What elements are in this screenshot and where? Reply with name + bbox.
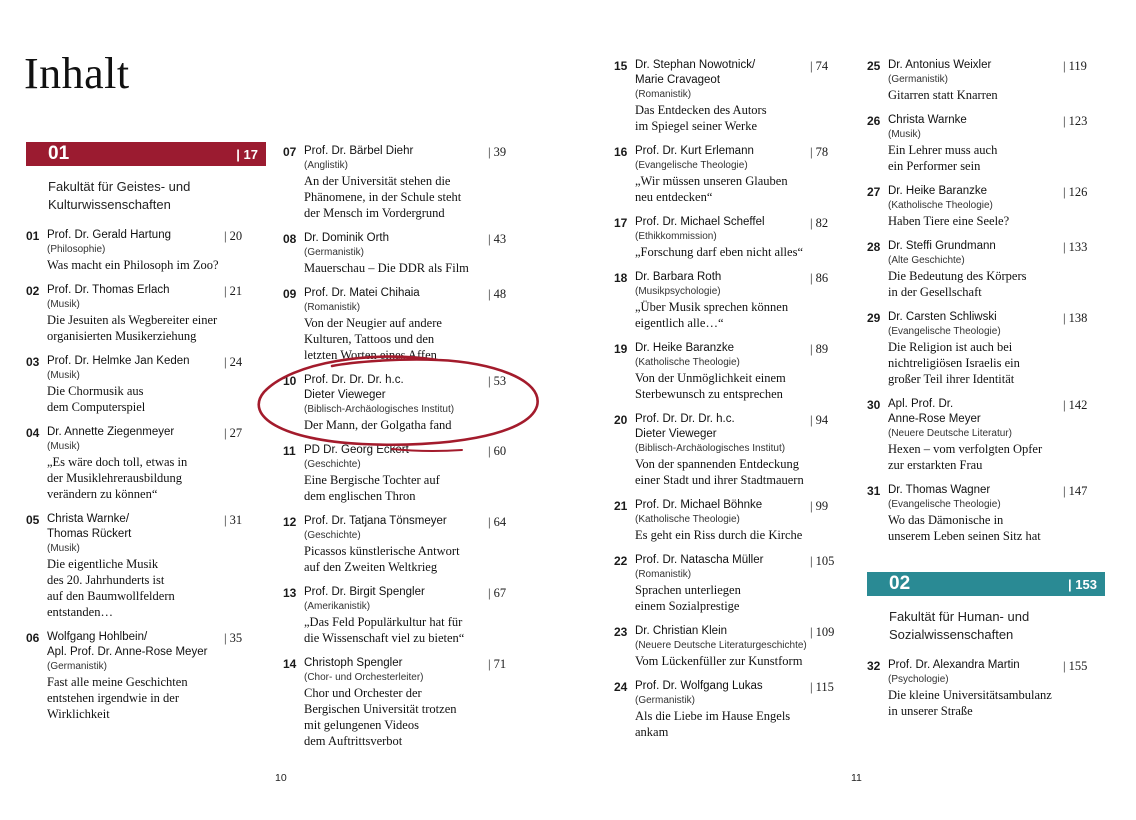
article-title: Vom Lückenfüller zur Kunstform (635, 654, 803, 668)
entry-number: 04 (26, 426, 40, 440)
author-department: (Chor- und Orchesterleiter) (304, 672, 424, 683)
author-department: (Biblisch-Archäologisches Institut) (635, 443, 786, 454)
author-department: (Geschichte) (304, 459, 361, 470)
toc-entry (26, 354, 266, 415)
section-number: 02 (889, 573, 911, 594)
toc-entry (614, 498, 852, 543)
article-title: Eine Bergische Tochter auf dem englischen Thron (304, 473, 440, 503)
entry-number: 28 (867, 240, 881, 254)
author-department: (Evangelische Theologie) (888, 326, 1001, 337)
toc-entry (26, 283, 266, 344)
section-page: | 17 (236, 146, 258, 162)
author-department: (Musik) (47, 543, 80, 554)
entry-body (635, 270, 810, 331)
entry-page: | 82 (810, 216, 829, 230)
author-name: Prof. Dr. Dr. Dr. h.c. Dieter Vieweger (304, 374, 404, 401)
entry-number: 09 (283, 287, 297, 301)
article-title: Was macht ein Philosoph im Zoo? (47, 258, 219, 272)
entry-number: 22 (614, 554, 628, 568)
entry-page: | 20 (224, 229, 243, 243)
entry-page: | 24 (224, 355, 243, 369)
entry-number: 17 (614, 216, 628, 230)
entry-number: 21 (614, 499, 628, 513)
author-name: Prof. Dr. Thomas Erlach (47, 284, 170, 296)
article-title: Der Mann, der Golgatha fand (304, 418, 452, 432)
article-title: Die Chormusik aus dem Computerspiel (47, 384, 146, 414)
author-name: Dr. Annette Ziegenmeyer (47, 426, 175, 438)
toc-entry (867, 113, 1105, 174)
entry-number: 08 (283, 232, 297, 246)
entry-number: 23 (614, 625, 628, 639)
entry-page: | 31 (224, 513, 243, 527)
author-name: PD Dr. Georg Eckert (304, 444, 409, 456)
entry-body (888, 184, 1063, 229)
entry-page: | 53 (488, 374, 507, 388)
entry-page: | 78 (810, 145, 829, 159)
author-name: Prof. Dr. Wolfgang Lukas (635, 680, 763, 692)
annotation-circle (252, 352, 542, 462)
author-name: Christoph Spengler (304, 657, 403, 669)
article-title: „Über Musik sprechen können eigentlich alle…“ (635, 300, 789, 330)
article-title: Picassos künstlerische Antwort auf den Zweiten Weltkrieg (304, 544, 460, 574)
article-title: Von der spannenden Entdeckung einer Stadt und ihrer Stadtmauern (635, 457, 804, 487)
author-name: Dr. Carsten Schliwski (888, 311, 997, 323)
toc-entry (614, 412, 852, 488)
article-title: Haben Tiere eine Seele? (888, 214, 1010, 228)
entry-number: 11 (283, 444, 296, 458)
article-title: Ein Lehrer muss auch ein Performer sein (888, 143, 998, 173)
entry-number: 05 (26, 513, 40, 527)
entry-page: | 94 (810, 413, 829, 427)
entry-number: 30 (867, 398, 881, 412)
toc-entry (614, 215, 852, 260)
entry-body (304, 231, 488, 276)
article-title: Als die Liebe im Hause Engels ankam (635, 709, 791, 739)
toc-entry (26, 630, 266, 722)
author-name: Prof. Dr. Bärbel Diehr (304, 145, 414, 157)
article-title: Hexen – vom verfolgten Opfer zur erstarkten Frau (888, 442, 1043, 472)
entry-number: 02 (26, 284, 40, 298)
author-name: Prof. Dr. Michael Böhnke (635, 499, 763, 511)
entry-page: | 138 (1063, 311, 1088, 325)
author-name: Apl. Prof. Dr. Anne-Rose Meyer (888, 398, 981, 425)
author-name: Christa Warnke (888, 114, 967, 126)
faculty-name: Fakultät für Geistes- und Kulturwissenschaften (48, 179, 191, 212)
entry-number: 13 (283, 586, 297, 600)
toc-entry (867, 239, 1105, 300)
author-name: Dr. Heike Baranzke (635, 342, 735, 354)
toc-entry (867, 310, 1105, 387)
entry-page: | 67 (488, 586, 507, 600)
toc-entry (614, 144, 852, 205)
entry-page: | 64 (488, 515, 507, 529)
toc-entry (614, 341, 852, 402)
author-department: (Germanistik) (635, 695, 696, 706)
toc-entry (614, 553, 852, 614)
author-name: Prof. Dr. Natascha Müller (635, 554, 764, 566)
toc-entry (867, 483, 1105, 544)
entry-body (304, 656, 488, 749)
entry-body (635, 553, 810, 614)
author-department: (Anglistik) (304, 160, 348, 171)
author-department: (Musikpsychologie) (635, 286, 721, 297)
author-department: (Evangelische Theologie) (888, 499, 1001, 510)
entry-number: 10 (283, 374, 297, 388)
entry-page: | 21 (224, 284, 243, 298)
page-number-right: 11 (851, 772, 862, 784)
toc-entry (283, 231, 530, 276)
author-name: Prof. Dr. Matei Chihaia (304, 287, 420, 299)
article-title: „Wir müssen unseren Glauben neu entdecken“ (635, 174, 788, 204)
author-name: Prof. Dr. Birgit Spengler (304, 586, 425, 598)
entry-page: | 115 (810, 680, 834, 694)
entry-number: 14 (283, 657, 297, 671)
entry-number: 25 (867, 59, 881, 73)
article-title: „Es wäre doch toll, etwas in der Musiklehrerausbildung verändern zu können“ (47, 455, 188, 501)
entry-body (635, 412, 810, 488)
toc-entry (26, 512, 266, 620)
author-name: Dr. Stephan Nowotnick/ Marie Cravageot (635, 59, 756, 86)
entry-number: 15 (614, 59, 628, 73)
author-name: Dr. Thomas Wagner (888, 484, 991, 496)
entry-page: | 60 (488, 444, 507, 458)
entry-page: | 74 (810, 59, 829, 73)
author-department: (Neuere Deutsche Literatur) (888, 428, 1012, 439)
section-bar-02 (867, 572, 1105, 596)
entry-page: | 86 (810, 271, 829, 285)
entry-number: 26 (867, 114, 881, 128)
entry-body (888, 58, 1063, 103)
article-title: Das Entdecken des Autors im Spiegel seiner Werke (635, 103, 767, 133)
toc-entry (26, 228, 266, 273)
page-title: Inhalt (24, 49, 130, 98)
article-title: Sprachen unterliegen einem Sozialprestige (635, 583, 741, 613)
entry-number: 18 (614, 271, 628, 285)
entry-page: | 99 (810, 499, 829, 513)
entry-body (47, 512, 224, 620)
author-name: Wolfgang Hohlbein/ Apl. Prof. Dr. Anne-Rose Meyer (47, 631, 208, 658)
author-department: (Romanistik) (635, 89, 692, 100)
entry-body (635, 58, 810, 134)
toc-entry (283, 514, 530, 575)
author-name: Dr. Dominik Orth (304, 232, 389, 244)
author-department: (Musik) (47, 441, 80, 452)
toc-column-1 (26, 142, 266, 722)
section-bar-01 (26, 142, 266, 166)
entry-body (304, 144, 488, 221)
author-department: (Biblisch-Archäologisches Institut) (304, 404, 455, 415)
entry-body (888, 310, 1063, 387)
entry-body (635, 624, 810, 669)
entry-body (888, 113, 1063, 174)
author-department: (Katholische Theologie) (635, 514, 740, 525)
toc-entry (283, 656, 530, 749)
toc-entry (867, 184, 1105, 229)
article-title: An der Universität stehen die Phänomene, in der Schule steht der Mensch im Vordergrund (304, 174, 462, 220)
faculty-name: Fakultät für Human- und Sozialwissenschaften (889, 609, 1030, 642)
entry-page: | 89 (810, 342, 829, 356)
entry-body (304, 514, 488, 575)
author-name: Prof. Dr. Alexandra Martin (888, 659, 1020, 671)
article-title: Fast alle meine Geschichten entstehen irgendwie in der Wirklichkeit (47, 675, 188, 721)
entry-body (47, 630, 224, 722)
entry-page: | 126 (1063, 185, 1088, 199)
toc-entry (614, 624, 852, 669)
author-name: Dr. Heike Baranzke (888, 185, 988, 197)
entry-number: 27 (867, 185, 881, 199)
entry-body (47, 354, 224, 415)
article-title: Chor und Orchester der Bergischen Universität trotzen mit gelungenen Videos dem Auftrittsverbot (304, 686, 457, 748)
entry-page: | 133 (1063, 240, 1088, 254)
entry-page: | 39 (488, 145, 507, 159)
author-name: Dr. Antonius Weixler (888, 59, 992, 71)
entry-number: 29 (867, 311, 881, 325)
entry-page: | 147 (1063, 484, 1088, 498)
entry-body (47, 228, 224, 273)
toc-entry (614, 58, 852, 134)
author-name: Dr. Barbara Roth (635, 271, 722, 283)
article-title: Von der Neugier auf andere Kulturen, Tattoos und den letzten Worten eines Affen (304, 316, 442, 362)
entry-body (304, 585, 488, 646)
author-department: (Philosophie) (47, 244, 106, 255)
author-department: (Amerikanistik) (304, 601, 371, 612)
author-name: Prof. Dr. Kurt Erlemann (635, 145, 754, 157)
author-department: (Ethikkommission) (635, 231, 717, 242)
author-name: Dr. Steffi Grundmann (888, 240, 996, 252)
toc-entry (614, 270, 852, 331)
toc-entry (867, 658, 1105, 719)
article-title: Die kleine Universitätsambulanz in unserer Straße (888, 688, 1052, 718)
entry-number: 31 (867, 484, 881, 498)
author-department: (Romanistik) (635, 569, 692, 580)
author-name: Prof. Dr. Gerald Hartung (47, 229, 171, 241)
author-department: (Katholische Theologie) (888, 200, 993, 211)
author-department: (Musik) (47, 299, 80, 310)
entry-body (635, 341, 810, 402)
article-title: Gitarren statt Knarren (888, 88, 998, 102)
author-name: Dr. Christian Klein (635, 625, 728, 637)
author-department: (Geschichte) (304, 530, 361, 541)
author-department: (Neuere Deutsche Literaturgeschichte) (635, 640, 807, 651)
article-title: Die eigentliche Musik des 20. Jahrhunderts ist auf den Baumwollfeldern entstanden… (47, 557, 175, 619)
author-department: (Evangelische Theologie) (635, 160, 748, 171)
article-title: „Das Feld Populärkultur hat für die Wissenschaft viel zu bieten“ (304, 615, 465, 645)
entry-body (635, 215, 810, 260)
author-department: (Musik) (888, 129, 921, 140)
entry-page: | 48 (488, 287, 507, 301)
author-name: Prof. Dr. Michael Scheffel (635, 216, 765, 228)
article-title: Mauerschau – Die DDR als Film (304, 261, 469, 275)
entry-page: | 109 (810, 625, 835, 639)
article-title: Die Bedeutung des Körpers in der Gesellschaft (888, 269, 1027, 299)
entry-number: 16 (614, 145, 628, 159)
author-department: (Romanistik) (304, 302, 361, 313)
author-name: Christa Warnke/ Thomas Rückert (47, 513, 132, 540)
entry-body (47, 425, 224, 502)
author-name: Prof. Dr. Dr. Dr. h.c. Dieter Vieweger (635, 413, 735, 440)
entry-page: | 27 (224, 426, 243, 440)
entry-number: 20 (614, 413, 628, 427)
entry-number: 12 (283, 515, 297, 529)
author-name: Prof. Dr. Tatjana Tönsmeyer (304, 515, 447, 527)
toc-entry (283, 144, 530, 221)
entry-page: | 119 (1063, 59, 1087, 73)
toc-entry (614, 679, 852, 740)
article-title: „Forschung darf eben nicht alles“ (635, 245, 803, 259)
toc-column-3 (614, 48, 852, 740)
entry-body (888, 483, 1063, 544)
entry-number: 24 (614, 680, 628, 694)
toc-entry (867, 397, 1105, 473)
author-department: (Alte Geschichte) (888, 255, 965, 266)
article-title: Die Religion ist auch bei nichtreligiösen Israelis ein großer Teil ihrer Identität (888, 340, 1020, 386)
toc-column-4 (867, 48, 1105, 719)
toc-entry (26, 425, 266, 502)
page-number-left: 10 (275, 772, 287, 784)
section-page: | 153 (1068, 576, 1097, 592)
toc-entry (867, 58, 1105, 103)
entry-body (635, 144, 810, 205)
article-title: Wo das Dämonische in unserem Leben seinen Sitz hat (888, 513, 1041, 543)
author-department: (Katholische Theologie) (635, 357, 740, 368)
author-department: (Germanistik) (888, 74, 949, 85)
entry-number: 07 (283, 145, 297, 159)
entry-number: 03 (26, 355, 40, 369)
entry-page: | 105 (810, 554, 835, 568)
author-department: (Germanistik) (304, 247, 365, 258)
entry-number: 32 (867, 659, 881, 673)
entry-body (888, 397, 1063, 473)
entry-page: | 43 (488, 232, 507, 246)
section-number: 01 (48, 143, 70, 164)
entry-body (635, 679, 810, 740)
entry-body (47, 283, 224, 344)
article-title: Von der Unmöglichkeit einem Sterbewunsch zu entsprechen (635, 371, 786, 401)
entry-body (635, 498, 810, 543)
article-title: Es geht ein Riss durch die Kirche (635, 528, 803, 542)
entry-body (888, 658, 1063, 719)
author-department: (Psychologie) (888, 674, 949, 685)
entry-page: | 71 (488, 657, 507, 671)
entry-page: | 123 (1063, 114, 1088, 128)
entry-number: 06 (26, 631, 40, 645)
author-department: (Germanistik) (47, 661, 108, 672)
author-name: Prof. Dr. Helmke Jan Keden (47, 355, 190, 367)
entry-number: 01 (26, 229, 40, 243)
author-department: (Musik) (47, 370, 80, 381)
entry-page: | 35 (224, 631, 243, 645)
toc-entry (283, 585, 530, 646)
entry-page: | 155 (1063, 659, 1088, 673)
entry-number: 19 (614, 342, 628, 356)
entry-page: | 142 (1063, 398, 1088, 412)
article-title: Die Jesuiten als Wegbereiter einer organisierten Musikerziehung (47, 313, 218, 343)
entry-body (888, 239, 1063, 300)
